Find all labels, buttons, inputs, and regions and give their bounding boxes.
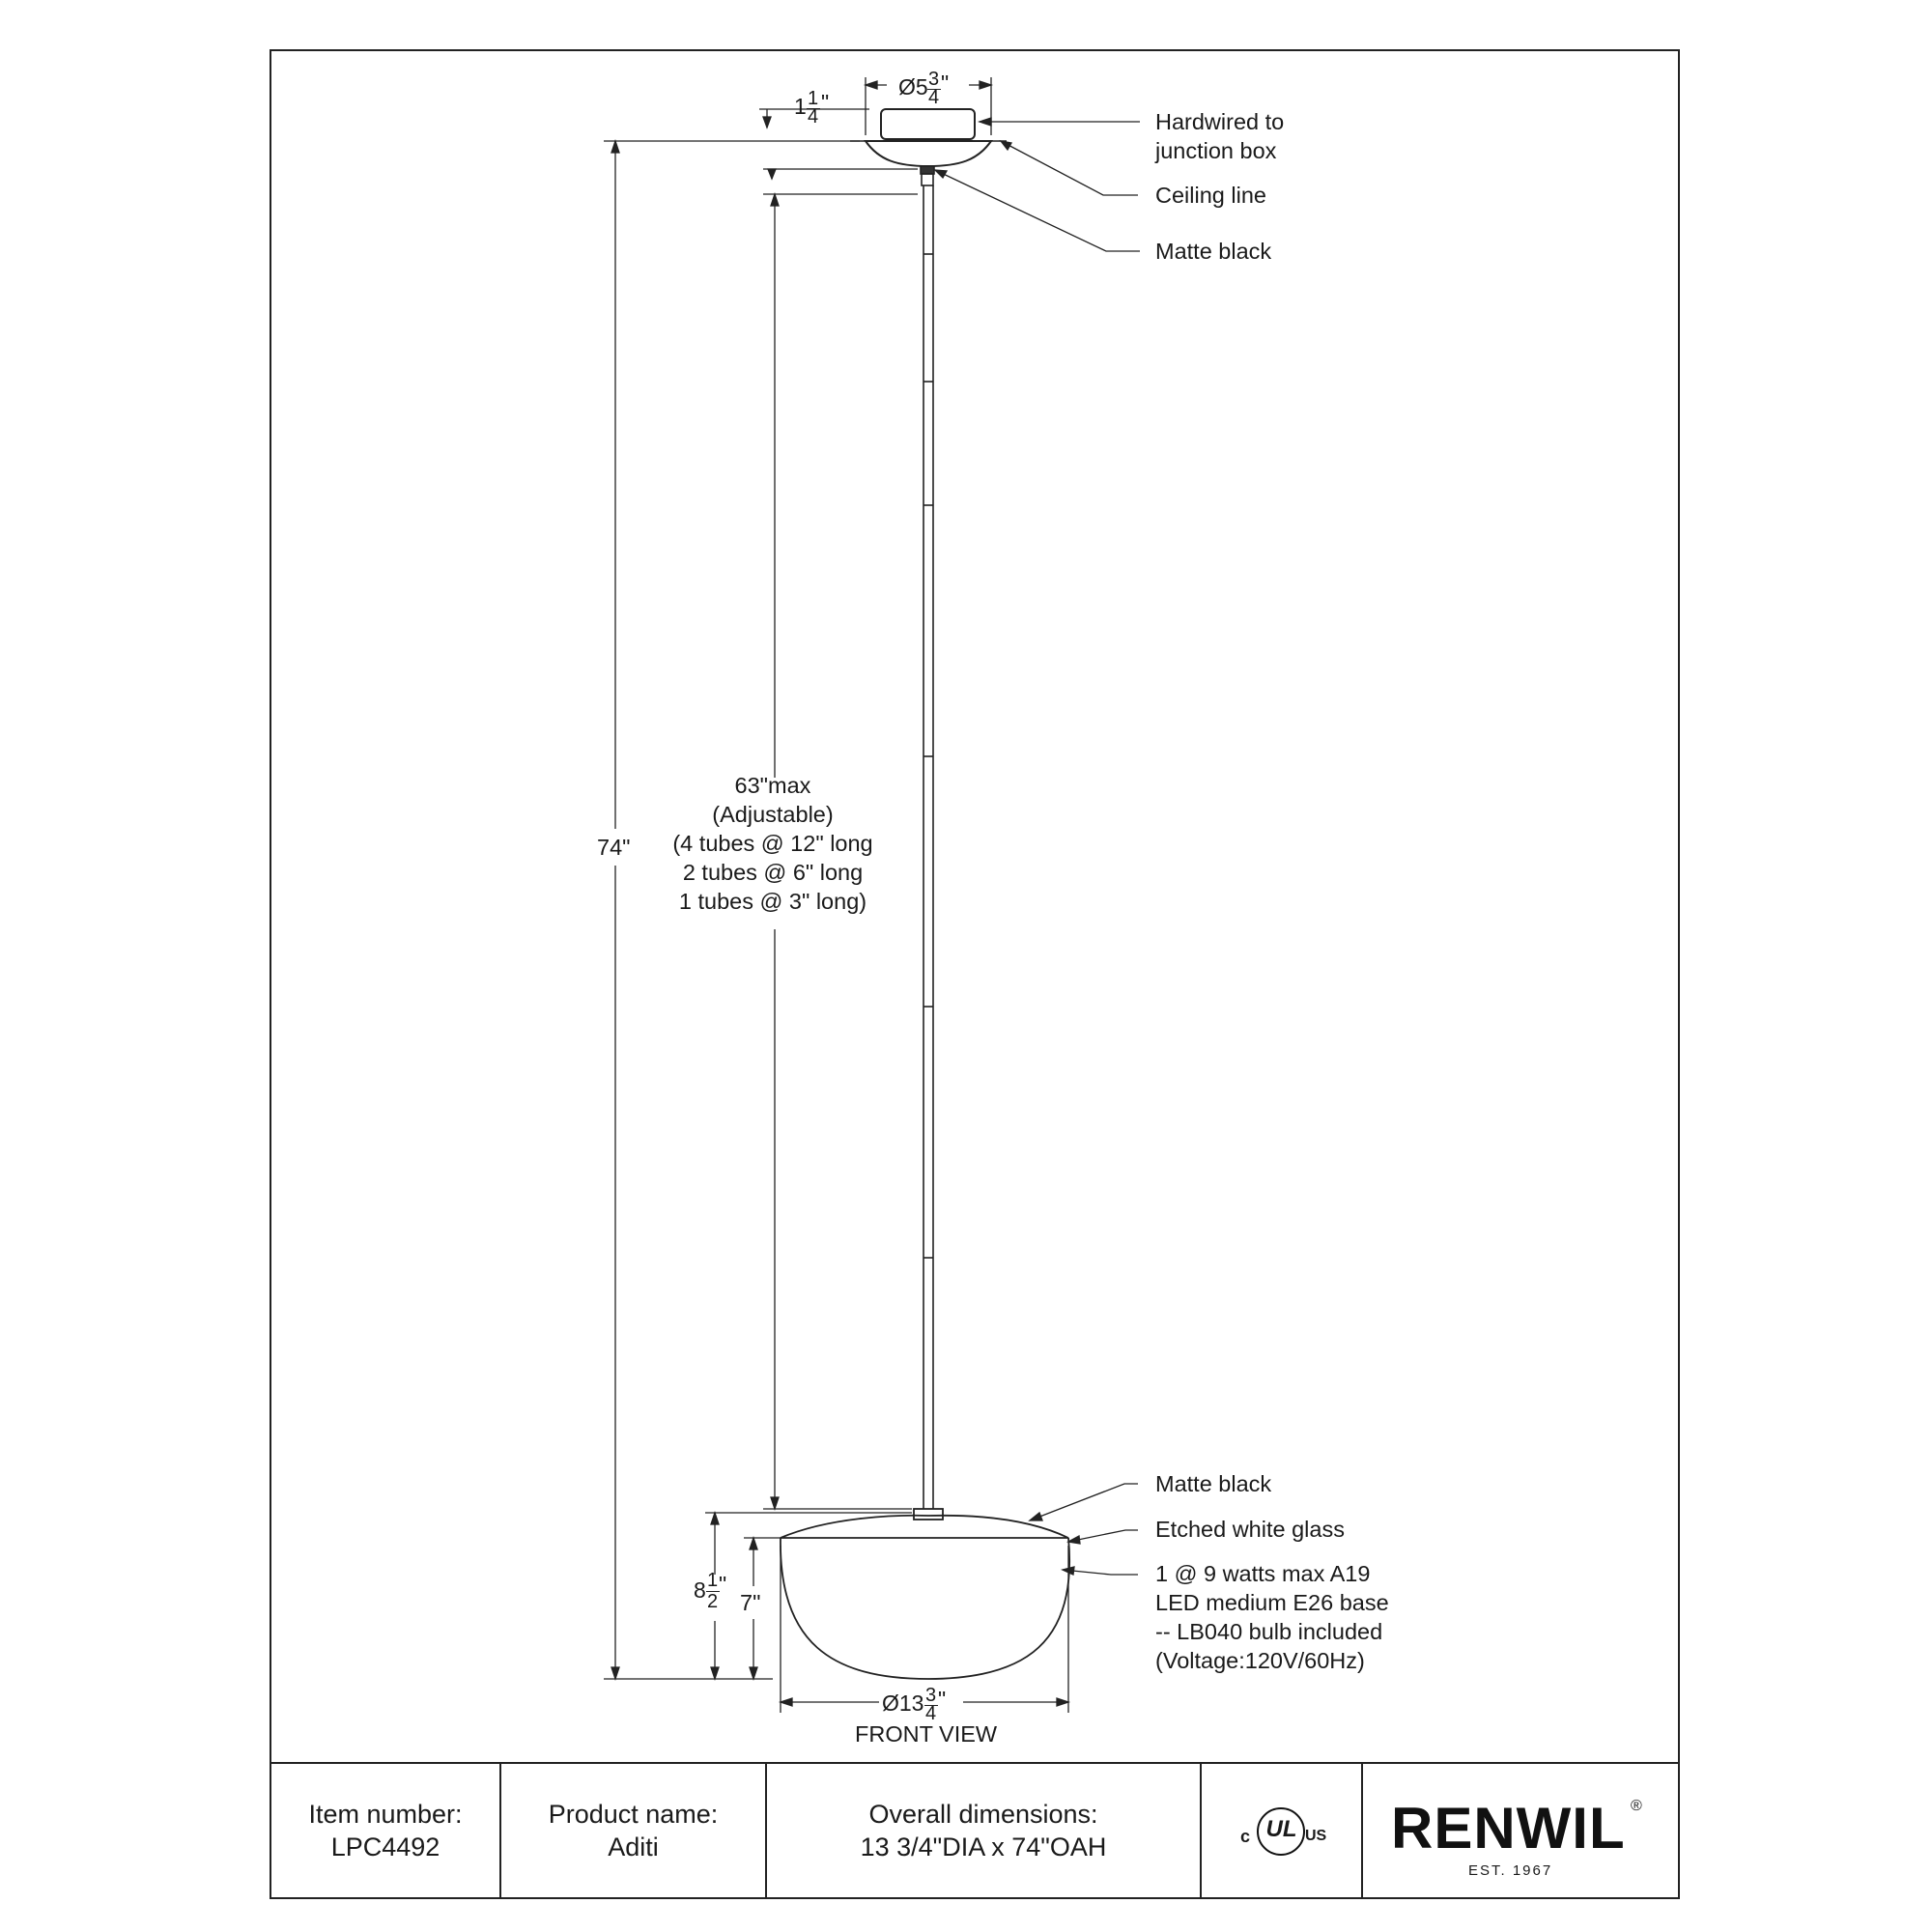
rod-length-line-2: (Adjustable) bbox=[712, 802, 834, 827]
callout-bulb bbox=[1155, 1559, 1389, 1675]
brand-name: RENWIL bbox=[1391, 1796, 1626, 1861]
overall-dimensions-cell bbox=[766, 1763, 1201, 1898]
callout-matte-black-bottom: Matte black bbox=[1155, 1471, 1272, 1496]
callout-bulb-line-3: -- LB040 bulb included bbox=[1155, 1619, 1383, 1644]
callout-hardwired-line-1: Hardwired to bbox=[1155, 109, 1285, 134]
callout-bulb-line-1: 1 @ 9 watts max A19 bbox=[1155, 1561, 1371, 1586]
callout-matte-black-top: Matte black bbox=[1155, 239, 1272, 264]
callout-hardwired bbox=[1155, 107, 1284, 165]
callout-bulb-line-2: LED medium E26 base bbox=[1155, 1590, 1389, 1615]
canopy-height-label: 1 1 4 " bbox=[794, 88, 830, 128]
callout-etched-glass: Etched white glass bbox=[1155, 1517, 1345, 1542]
shade-height-glass-label: 7" bbox=[740, 1590, 761, 1615]
shade-height-total-label: 8 1 2 " bbox=[694, 1570, 727, 1612]
cul-us-certification-icon bbox=[1201, 1763, 1362, 1898]
brand-registered-mark: ® bbox=[1631, 1798, 1642, 1814]
cert-mark-us: US bbox=[1305, 1828, 1327, 1844]
callout-bulb-line-4: (Voltage:120V/60Hz) bbox=[1155, 1648, 1365, 1673]
overall-dimensions-value: 13 3/4"DIA x 74"OAH bbox=[860, 1833, 1107, 1861]
product-name-label: Product name: bbox=[548, 1800, 719, 1829]
leader-lines bbox=[935, 118, 1140, 1575]
canopy bbox=[866, 109, 991, 185]
item-number-cell bbox=[270, 1763, 500, 1898]
callout-ceiling-line: Ceiling line bbox=[1155, 183, 1266, 208]
product-name-cell bbox=[500, 1763, 766, 1898]
rod bbox=[923, 185, 933, 1509]
brand-logo bbox=[1362, 1763, 1679, 1898]
rod-length-label bbox=[642, 771, 903, 916]
rod-length-line-3: (4 tubes @ 12" long bbox=[672, 831, 873, 856]
view-label: FRONT VIEW bbox=[855, 1721, 998, 1747]
shade-diameter-label: Ø13 3 4 " bbox=[882, 1685, 947, 1724]
cert-mark-c: c bbox=[1240, 1827, 1251, 1846]
overall-dimensions-label: Overall dimensions: bbox=[868, 1800, 1098, 1829]
item-number-value: LPC4492 bbox=[330, 1833, 440, 1861]
shade bbox=[781, 1509, 1069, 1679]
rod-length-line-5: 1 tubes @ 3" long) bbox=[678, 889, 867, 914]
rod-length-line-1: 63"max bbox=[734, 773, 811, 798]
product-name-value: Aditi bbox=[608, 1833, 659, 1861]
callout-hardwired-line-2: junction box bbox=[1155, 138, 1277, 163]
item-number-label: Item number: bbox=[308, 1800, 463, 1829]
canopy-diameter-label: Ø5 3 4 " bbox=[898, 69, 950, 108]
overall-height-label: 74" bbox=[597, 835, 631, 860]
brand-tagline: EST. 1967 bbox=[1468, 1862, 1553, 1879]
rod-length-line-4: 2 tubes @ 6" long bbox=[682, 860, 864, 885]
cert-mark-ul: UL bbox=[1265, 1816, 1297, 1842]
sheet-border bbox=[270, 50, 1679, 1898]
